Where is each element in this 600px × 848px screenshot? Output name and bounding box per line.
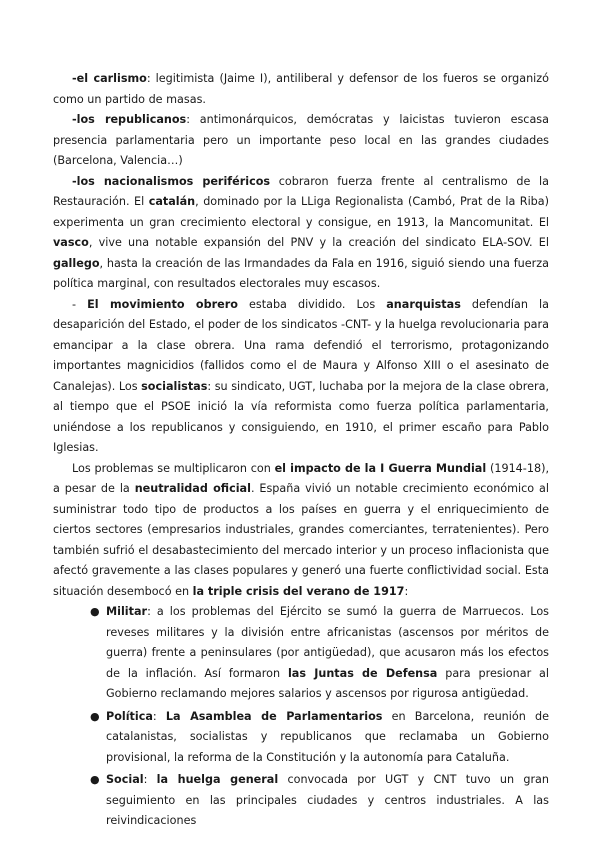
bullet-icon: ● (90, 773, 100, 786)
term-catalan: catalán (148, 195, 196, 208)
term-gallego: gallego (53, 256, 100, 270)
term-anarquistas: anarquistas (386, 297, 461, 311)
bullet-icon: ● (90, 605, 100, 618)
term-vasco: vasco (53, 236, 89, 249)
paragraph-carlismo: -el carlismo: legitimista (Jaime I), antiliberal y defensor de los fueros se organizó como un partido de masas. (53, 72, 549, 106)
paragraph-movimiento-obrero: - El movimiento obrero estaba dividido. Los anarquistas defendían la desaparición del Estado, el poder de los sindicatos -CNT- y la huelga revolucionaria para emancipar a la clase obrera. Una rama defendió el terrorismo, protagonizando importantes magnicidios (fallidos como el de Maura y Alfonso XIII o el asesinato de Canalejas). Los socialistas: su sindicato, UGT, luchaba por la mejora de la clase obrera, al tiempo que el PSOE inició la vía reformista como fuerza política parlamentaria, uniéndose a los republicanos y consiguiendo, en 1910, el primer escaño para Pablo Iglesias. (53, 297, 549, 454)
term-carlismo: -el carlismo (72, 72, 147, 85)
paragraph-republicanos: -los republicanos: antimonárquicos, demócratas y laicistas tuvieron escasa presencia parlamentaria pero un importante peso local en las grandes ciudades (Barcelona, Valencia…) (53, 113, 549, 167)
bullet-icon: ● (90, 709, 100, 723)
term-republicanos: -los republicanos (72, 113, 187, 126)
term-socialistas: socialistas (141, 379, 208, 393)
paragraph-problemas: Los problemas se multiplicaron con el impacto de la I Guerra Mundial (1914-18), a pesar de la neutralidad oficial. España vivió un notable crecimiento económico al suministrar todo tipo de productos a los países en guerra y el enriquecimiento de ciertos sectores (empresarios industriales, grandes comerciantes, terratenientes). Pero también sufrió el desabastecimiento del mercado interior y un proceso inflacionista que afectó gravemente a las clases populares y generó una fuerte conflictividad social. Esta situación desembocó en la triple crisis del verano de 1917: (53, 461, 550, 598)
term-nacionalismos: -los nacionalismos periféricos (72, 174, 271, 188)
bullet-politica: ● Política: La Asamblea de Parlamentarios en Barcelona, reunión de catalanistas, socialistas y republicanos que reclamaba un Gobierno provisional, la reforma de la Constitución y la autonomía para Cataluña. (53, 707, 549, 769)
term-impacto-guerra: el impacto de la I Guerra Mundial (274, 461, 487, 475)
term-juntas-defensa: las Juntas de Defensa (287, 666, 438, 680)
term-militar: Militar (106, 605, 148, 618)
term-neutralidad: neutralidad oficial (134, 482, 251, 495)
term-asamblea: La Asamblea de Parlamentarios (165, 709, 383, 723)
term-movimiento-obrero: El movimiento obrero (87, 297, 238, 311)
term-huelga-general: la huelga general (156, 773, 279, 786)
crisis-bullet-list (53, 602, 549, 832)
term-triple-crisis: la triple crisis del verano de 1917 (192, 584, 405, 598)
paragraph-nacionalismos: -los nacionalismos periféricos cobraron fuerza frente al centralismo de la Restauración. El catalán, dominado por la LLiga Regionalista (Cambó, Prat de la Riba) experimenta un gran crecimiento electoral y consigue, en 1913, la Mancomunitat. El vasco, vive una notable expansión del PNV y la creación del sindicato ELA-SOV. El gallego, hasta la creación de las Irmandades da Fala en 1916, siguió siendo una fuerza política marginal, con resultados electorales muy escasos. (53, 174, 549, 290)
term-politica: Política (106, 709, 153, 723)
bullet-militar: ● Militar: a los problemas del Ejército se sumó la guerra de Marruecos. Los reveses militares y la división entre africanistas (ascensos por méritos de guerra) frente a peninsulares (por antigüedad), que acusaron más los efectos de la inflación. Así formaron las Juntas de Defensa para presionar al Gobierno reclamando mejores salarios y ascensos por rigurosa antigüedad. (53, 602, 549, 705)
term-social: Social (106, 773, 144, 786)
page-body (53, 69, 549, 832)
bullet-social: ● Social: la huelga general convocada por UGT y CNT tuvo un gran seguimiento en las principales ciudades y centros industriales. A las reivindicaciones (53, 770, 549, 832)
